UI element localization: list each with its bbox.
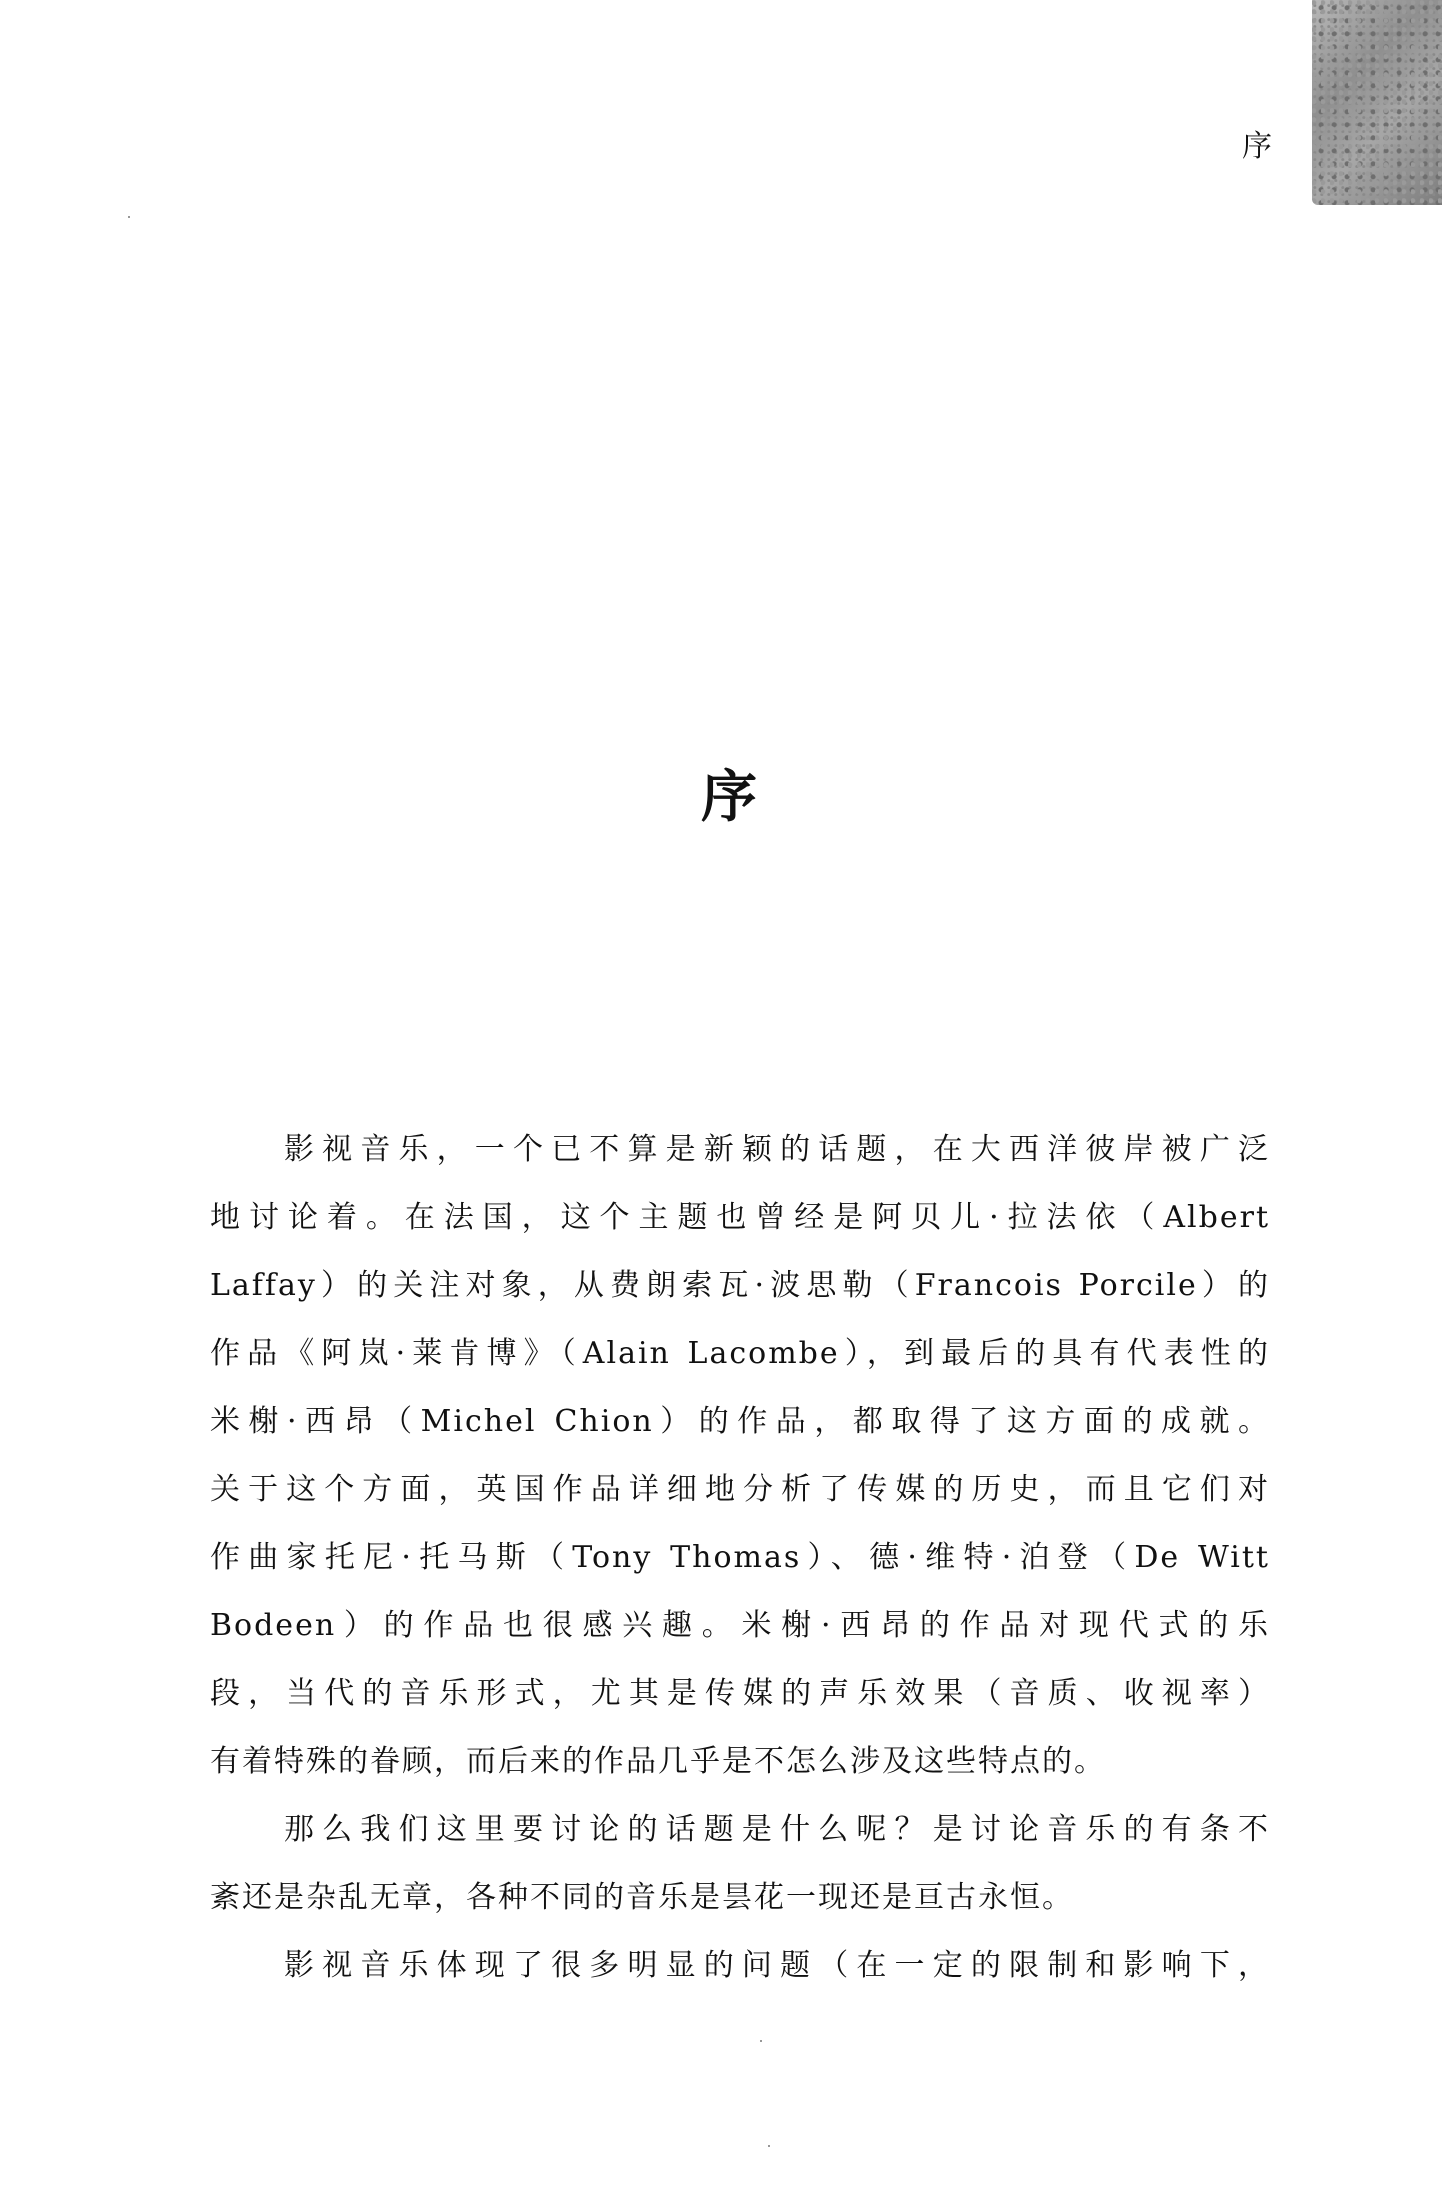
scan-speck <box>768 2145 770 2147</box>
text-line: 地讨论着。在法国，这个主题也曾经是阿贝儿·拉法依（Albert <box>210 1200 1270 1235</box>
text-line: 影视音乐体现了很多明显的问题（在一定的限制和影响下， <box>284 1948 1270 1983</box>
scan-speck <box>128 216 130 218</box>
running-head: 序 <box>1242 129 1272 164</box>
text-line: 关于这个方面，英国作品详细地分析了传媒的历史，而且它们对 <box>210 1472 1270 1507</box>
text-line: Laffay）的关注对象，从费朗索瓦·波思勒（Francois Porcile）的 <box>210 1268 1270 1303</box>
text-line: 作品《阿岚·莱肯博》（Alain Lacombe），到最后的具有代表性的 <box>210 1336 1270 1371</box>
text-line: 作曲家托尼·托马斯（Tony Thomas）、德·维特·泊登（De Witt <box>210 1540 1270 1575</box>
text-line: 有着特殊的眷顾，而后来的作品几乎是不怎么涉及这些特点的。 <box>210 1744 1106 1779</box>
text-line: 米榭·西昂（Michel Chion）的作品，都取得了这方面的成就。 <box>210 1404 1270 1439</box>
scan-speck <box>760 2040 762 2042</box>
body-text <box>210 1116 1270 2000</box>
text-line: 段，当代的音乐形式，尤其是传媒的声乐效果（音质、收视率） <box>210 1676 1270 1711</box>
text-line: 紊还是杂乱无章，各种不同的音乐是昙花一现还是亘古永恒。 <box>210 1880 1074 1915</box>
page-edge-thumb-tab <box>1312 0 1442 205</box>
text-line: 影视音乐，一个已不算是新颖的话题，在大西洋彼岸被广泛 <box>284 1132 1270 1167</box>
chapter-title: 序 <box>701 764 757 830</box>
text-line: 那么我们这里要讨论的话题是什么呢？是讨论音乐的有条不 <box>284 1812 1270 1847</box>
text-line: Bodeen）的作品也很感兴趣。米榭·西昂的作品对现代式的乐 <box>210 1608 1270 1643</box>
